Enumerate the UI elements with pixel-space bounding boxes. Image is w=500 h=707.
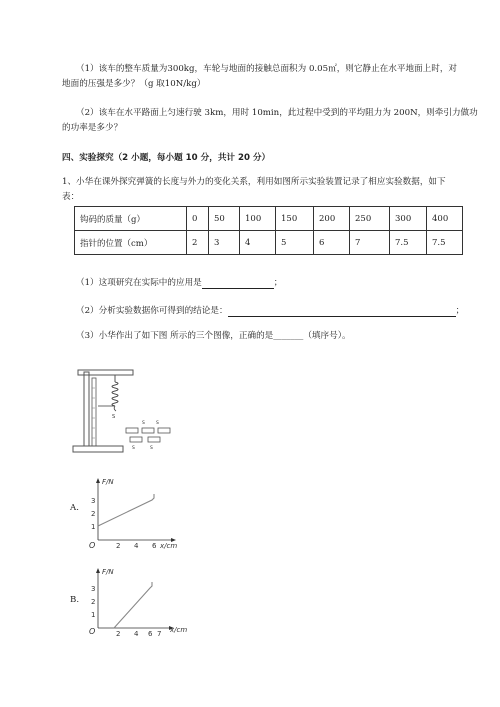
- table-cell: 6: [314, 231, 350, 255]
- table-row-position: [75, 231, 463, 255]
- exp1-intro-line1: 1、小华在课外探究弹簧的长度与外力的变化关系，利用如图所示实验装置记录了相应实验数据，如下: [62, 177, 446, 187]
- table-row-mass: [75, 207, 463, 231]
- graph-a-xtick: 4: [134, 542, 139, 550]
- graph-b-y-arrow: [96, 568, 100, 573]
- graph-a-ytick: 2: [91, 510, 96, 518]
- q1-part2-line2: 的功率是多少？: [62, 123, 123, 133]
- graph-a-xtick: 2: [116, 542, 121, 550]
- answer-blank-2[interactable]: [228, 307, 456, 317]
- table-cell: 50: [209, 207, 240, 231]
- graph-b: [84, 562, 194, 642]
- row-label-mass: 钩码的质量（g）: [75, 207, 187, 231]
- exp1-sub2-end: ；: [455, 306, 465, 316]
- section-heading: 四、实验探究（2 小题，每小题 10 分，共计 20 分）: [62, 153, 271, 163]
- exp1-sub2-text: （2）分析实验数据你可得到的结论是：: [76, 306, 228, 316]
- graph-b-xtick: 6: [148, 630, 153, 638]
- table-cell: 7.5: [427, 231, 463, 255]
- q1-part1-line1: （1）该车的整车质量为300kg，车轮与地面的接触总面积为 0.05㎡，则它静止在水平地面上时，对: [76, 64, 458, 74]
- graph-b-xtick: 7: [157, 630, 162, 638]
- option-b-label: B.: [70, 595, 80, 605]
- spring-apparatus-figure: [70, 358, 185, 458]
- exp1-sub3: （3）小华作出了如下图 所示的三个图像，正确的是_______（填序号）。: [76, 331, 351, 341]
- svg-text:S: S: [142, 421, 145, 426]
- table-cell: 4: [240, 231, 276, 255]
- data-table: [74, 206, 463, 255]
- row-label-position: 指针的位置（cm）: [75, 231, 187, 255]
- graph-b-ytick: 2: [91, 598, 96, 606]
- exp1-sub1-end: ；: [273, 278, 283, 288]
- table-cell: 5: [276, 231, 314, 255]
- answer-blank-1[interactable]: [202, 279, 274, 289]
- table-cell: 150: [276, 207, 314, 231]
- table-cell: 100: [240, 207, 276, 231]
- table-cell: 250: [350, 207, 390, 231]
- graph-b-x-label: x/cm: [170, 626, 188, 634]
- table-cell: 300: [390, 207, 427, 231]
- table-cell: 3: [209, 231, 240, 255]
- exp1-sub2: [76, 305, 464, 317]
- graph-a: [84, 472, 184, 552]
- graph-b-origin: O: [89, 627, 96, 636]
- graph-a-x-label: x/cm: [160, 542, 178, 550]
- graph-b-y-label: F/N: [102, 568, 114, 576]
- graph-a-origin: O: [89, 541, 96, 550]
- table-cell: 7: [350, 231, 390, 255]
- graph-b-curve: [114, 582, 152, 628]
- graph-b-ytick: 3: [91, 585, 96, 593]
- exp1-intro-line2: 表：: [62, 192, 80, 202]
- svg-text:S: S: [132, 446, 135, 451]
- graph-a-xtick: 6: [152, 542, 157, 550]
- table-cell: 7.5: [390, 231, 427, 255]
- table-cell: 0: [187, 207, 209, 231]
- svg-text:S: S: [150, 446, 153, 451]
- q1-part1-line2: 地面的压强是多少？（g 取10N/kg）: [62, 79, 206, 89]
- exp1-sub1-text: （1）这项研究在实际中的应用是: [76, 278, 202, 288]
- q1-part2-line1: （2）该车在水平路面上匀速行驶 3km，用时 10min，此过程中受到的平均阻力为 200N，则牵引力做功: [76, 108, 478, 118]
- graph-b-xtick: 2: [116, 630, 121, 638]
- option-a-label: A.: [70, 503, 79, 513]
- graph-a-y-label: F/N: [102, 478, 114, 486]
- graph-a-ytick: 3: [91, 497, 96, 505]
- svg-text:S: S: [156, 421, 159, 426]
- table-cell: 400: [427, 207, 463, 231]
- table-cell: 200: [314, 207, 350, 231]
- graph-b-ytick: 1: [91, 611, 96, 619]
- graph-a-ytick: 1: [91, 523, 96, 531]
- exp1-sub1: [76, 277, 282, 289]
- graph-b-xtick: 4: [134, 630, 139, 638]
- table-cell: 2: [187, 231, 209, 255]
- graph-a-y-arrow: [96, 478, 100, 483]
- svg-text:S: S: [112, 414, 116, 420]
- graph-a-curve: [98, 494, 154, 526]
